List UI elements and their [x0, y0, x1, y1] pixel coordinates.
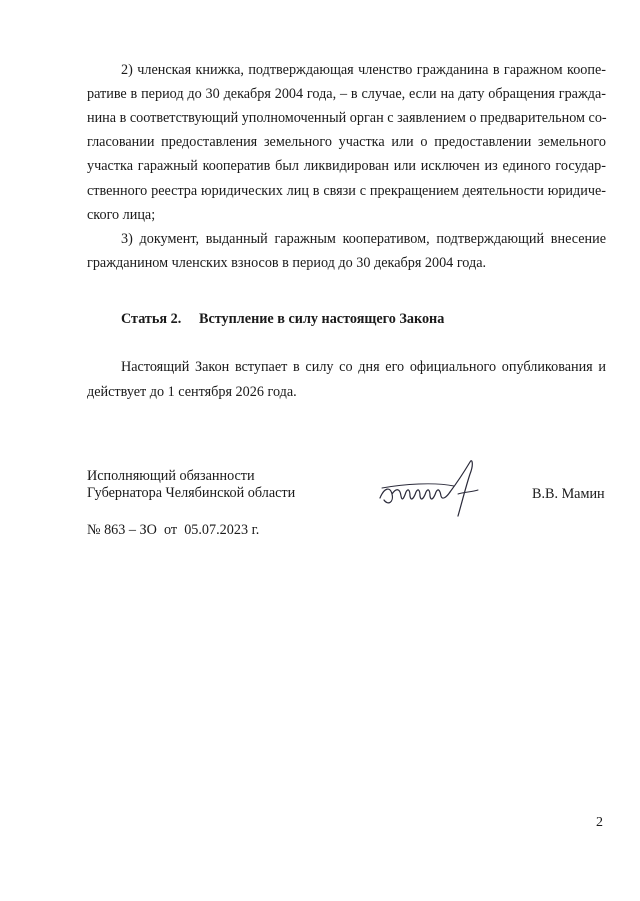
paragraph-line: ративе в период до 30 декабря 2004 года, – в случае, если на дату обращения гражда- [87, 86, 606, 102]
paragraph-line: гражданином членских взносов в период до 30 декабря 2004 года. [87, 255, 487, 271]
paragraph-line: действует до 1 сентября 2026 года. [87, 384, 297, 400]
paragraph-line: 2) членская книжка, подтверждающая членство гражданина в гаражном коопе- [121, 62, 606, 78]
paragraph-line: ственного реестра юридических лиц в связи с прекращением деятельности юридиче- [87, 183, 606, 199]
law-number: № 863 – ЗО от 05.07.2023 г. [87, 522, 260, 538]
article-title: Вступление в силу настоящего Закона [199, 311, 445, 327]
signatory-name: В.В. Мамин [532, 486, 605, 502]
page-number: 2 [596, 815, 603, 830]
signatory-position-line1: Исполняющий обязанности [87, 468, 255, 484]
paragraph-line: гласовании предоставления земельного участка или о предоставлении земельного [87, 134, 606, 150]
paragraph-line: 3) документ, выданный гаражным кооперативом, подтверждающий внесение [121, 231, 606, 247]
paragraph-line: участка гаражный кооператив был ликвидирован или исключен из единого государ- [87, 158, 606, 174]
paragraph-line: Настоящий Закон вступает в силу со дня его официального опубликования и [121, 359, 606, 375]
article-number: Статья 2. [121, 311, 182, 327]
paragraph-line: нина в соответствующий уполномоченный орган с заявлением о предварительном со- [87, 110, 607, 126]
signatory-position-line2: Губернатора Челябинской области [87, 485, 296, 501]
handwritten-signature-icon [374, 458, 486, 520]
article-heading [121, 309, 444, 329]
paragraph-line: ского лица; [87, 207, 156, 223]
